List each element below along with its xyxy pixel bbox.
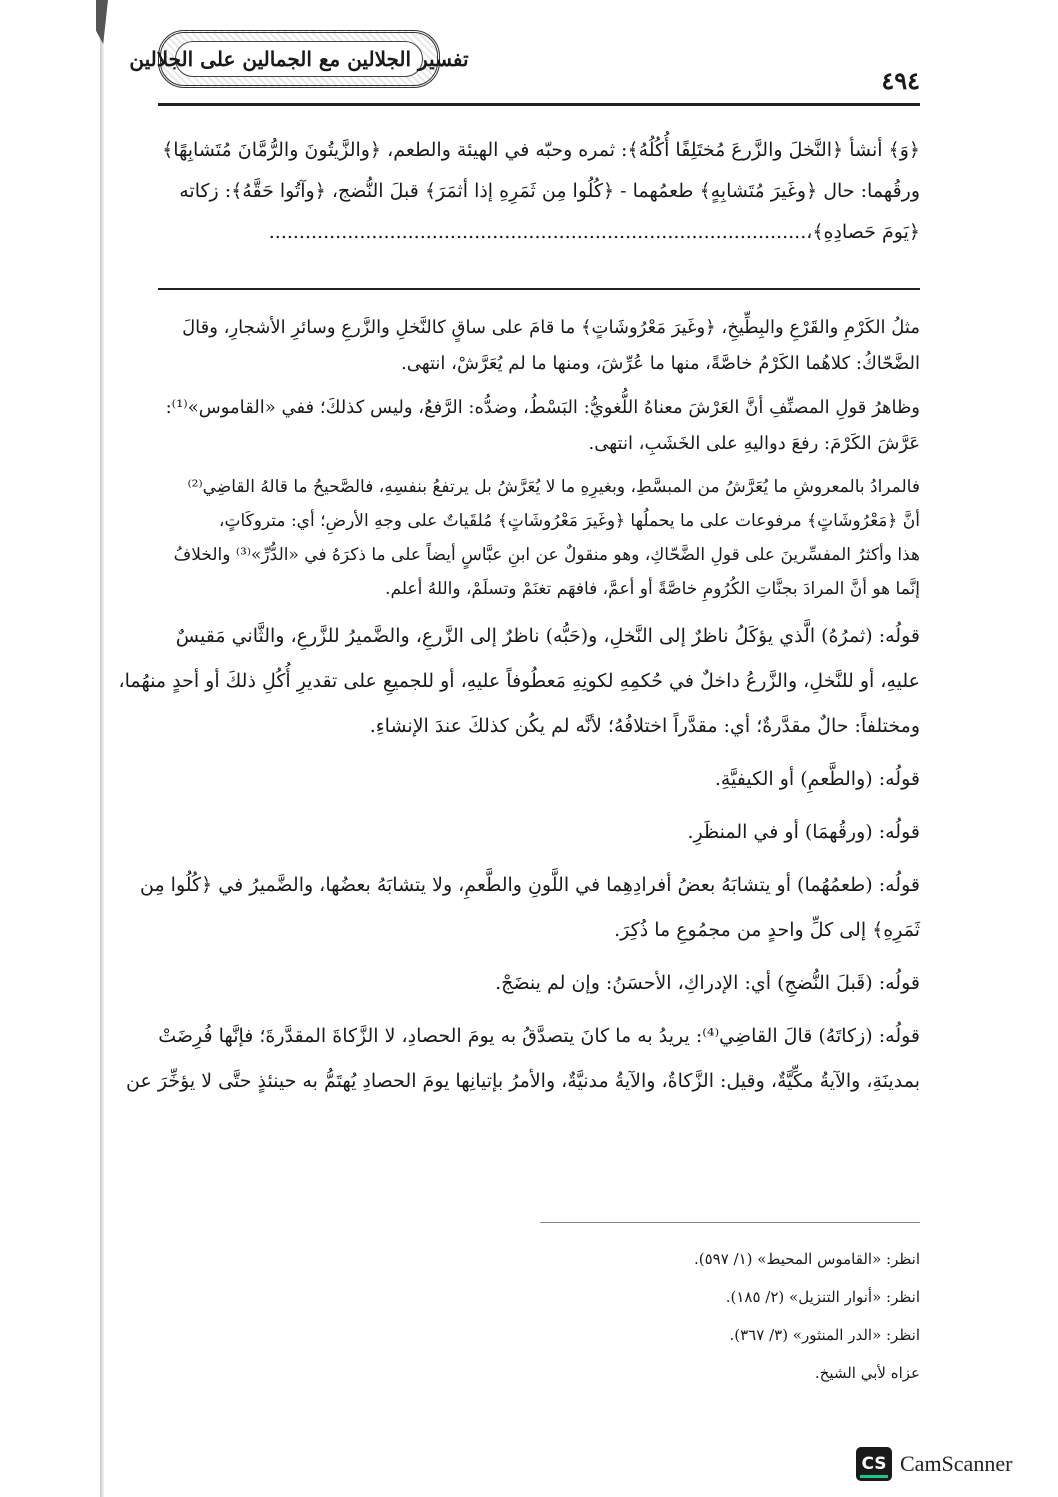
paragraph: [158, 810, 920, 855]
footnote: انظر: «أنوار التنزيل» (٢/ ١٨٥).: [725, 1288, 920, 1306]
text-line: إنَّما هو أنَّ المرادَ بجنَّاتِ الكُرُومِ خاصَّةً أو أعمَّ، فافهَم تغنَمْ وتسلَمْ، واللهُ أعلم.: [385, 579, 920, 599]
text-line: بمدينَةِ، والآيةُ مكِّيَّةٌ، وقيل: الزَّكاةُ، والآيةُ مدنيَّةٌ، والأمرُ بإتيانِها يومَ الحصادِ يُهتَمُّ به حينئذٍ حتَّى لا يؤخِّرَ عن: [126, 1070, 920, 1092]
commentary-body: [118, 310, 920, 1112]
paragraph: [158, 390, 920, 462]
text-line: قولُه: (ورقُهمَا) أو في المنظَرِ.: [687, 821, 920, 843]
text-line: ومختلفاً: حالٌ مقدَّرةٌ؛ أي: مقدَّراً اختلافُهُ؛ لأنَّه لم يكُن كذلكَ عندَ الإنشاءِ.: [369, 715, 920, 737]
paragraph: [158, 310, 920, 382]
paragraph: [139, 863, 920, 953]
header-rule: [158, 103, 920, 106]
matn-line: ﴿وَ﴾ أنشأ ﴿النَّخلَ والزَّرعَ مُختَلِفًا أُكُلُهُ﴾: ثمره وحبّه في الهيئة والطعم، ﴿والزَّيتُونَ والرُّمَّانَ مُتَشابِهًا﴾: [162, 139, 920, 161]
text-line: قولُه: (زكاتَهُ) قالَ القاضِي⁽⁴⁾: يريدُ به ما كانَ يتصدَّقُ به يومَ الحصادِ، لا الزَّكاةَ المقدَّرةَ؛ فإنَّها فُرِضَتْ: [158, 1025, 920, 1047]
section-divider: [158, 288, 920, 290]
footnotes: [158, 1240, 920, 1392]
paragraph: [158, 961, 920, 1006]
matn-line: ﴿يَومَ حَصادِهِ﴾،.........................................................................................: [268, 221, 920, 243]
footnote: انظر: «القاموس المحيط» (١/ ٥٩٧).: [693, 1250, 920, 1268]
text-line: فالمرادُ بالمعروشِ ما يُعَرَّشُ من المبسَّطِ، وبغيرِهِ ما لا يُعَرَّشُ بل يرتفعُ بنفسِهِ، فالصَّحيحُ ما قالهُ القاضِي⁽²⁾: [187, 477, 920, 497]
footnote: عزاه لأبي الشيخ.: [814, 1364, 920, 1382]
text-line: أنَّ ﴿مَعْرُوشَاتٍ﴾ مرفوعات على ما يحملُها ﴿وغَيرَ مَعْرُوشَاتٍ﴾ مُلقَياتٌ على وجهِ الأرضِ؛ أي: متروكَاتٍ،: [218, 511, 920, 531]
text-line: وظاهرُ قولِ المصنِّفِ أنَّ العَرْشَ معناهُ اللُّغويُّ: البَسْطُ، وضدُّه: الرَّفعُ، وليس كذلكَ؛ ففي «القاموس»⁽¹⁾:: [165, 397, 920, 418]
text-line: قولُه: (قَبلَ النُّضجِ) أي: الإدراكِ، الأحسَنُ: وإن لم ينضَجْ.: [495, 972, 920, 994]
camscanner-logo-icon: CS: [856, 1447, 892, 1481]
text-line: قولُه: (والطَّعمِ) أو الكيفيَّةِ.: [714, 768, 920, 790]
matn-line: ورقُهما: حال ﴿وغَيرَ مُتَشابِهٍ﴾ طعمُهما - ﴿كُلُوا مِن ثَمَرِهِ إذا أثمَرَ﴾ قبلَ النُّضج، ﴿وآتُوا حَقَّهُ﴾: زكاته: [179, 180, 920, 202]
text-line: قولُه: (ثمرُهُ) الَّذي يؤكَلُ ناظرٌ إلى النَّخلِ، و(حَبُّه) ناظرٌ إلى الزَّرعِ، والضَّميرُ للزَّرعِ، والثَّاني مَقيسٌ: [175, 625, 920, 647]
footnote-divider: [540, 1222, 920, 1223]
text-line: الضَّحّاكُ: كلاهُما الكَرْمُ خاصَّةً، منها ما عُرِّشَ، ومنها ما لم يُعَرَّشْ، انتهى.: [400, 353, 920, 374]
camscanner-name: CamScanner: [900, 1451, 1013, 1476]
quran-text-block: [158, 130, 920, 253]
text-line: عَرَّشَ الكَرْمَ: رفعَ دواليهِ على الخَشَبِ، انتهى.: [588, 433, 920, 454]
camscanner-watermark: [856, 1447, 1012, 1481]
paragraph: [158, 470, 920, 606]
text-line: هذا وأكثرُ المفسِّرينَ على قولِ الضَّحّاكِ، وهو منقولٌ عن ابنِ عبَّاسٍ أيضاً على ما ذكرَهُ في «الدُّرِّ»⁽³⁾ والخلافُ: [173, 545, 920, 565]
paragraph: [126, 1014, 920, 1104]
scan-corner-mark: [96, 0, 108, 44]
text-line: قولُه: (طعمُهُما) أو يتشابَهُ بعضُ أفرادِهِما في اللَّونِ والطَّعمِ، ولا يتشابَهُ بعضُها، والضَّميرُ في ﴿كُلُوا مِن: [139, 874, 920, 896]
text-line: ثَمَرِهِ﴾ إلى كلِّ واحدٍ من مجمُوعِ ما ذُكِرَ.: [614, 919, 920, 941]
footnote: انظر: «الدر المنثور» (٣/ ٣٦٧).: [729, 1326, 920, 1344]
page-number: ٤٩٤: [881, 66, 920, 95]
paragraph: [158, 757, 920, 802]
binding-edge: [100, 0, 104, 1497]
text-line: مثلُ الكَرْمِ والقَرْعِ والبِطِّيخِ، ﴿وغَيرَ مَعْرُوشَاتٍ﴾ ما قامَ على ساقٍ كالنَّخلِ والزَّرعِ وسائرِ الأشجارِ، وقالَ: [182, 317, 920, 338]
running-title: تفسير الجلالين مع الجمالين على الجلالين: [175, 41, 423, 77]
header-cartouche: [129, 30, 469, 88]
text-line: عليهِ، أو للنَّخلِ، والزَّرعُ داخلٌ في حُكمِهِ لكونِهِ مَعطُوفاً عليهِ، أو للجميعِ على تقديرِ أُكُلِ ذلكَ أو أحدٍ منهُما،: [118, 670, 920, 692]
paragraph: [118, 614, 920, 749]
